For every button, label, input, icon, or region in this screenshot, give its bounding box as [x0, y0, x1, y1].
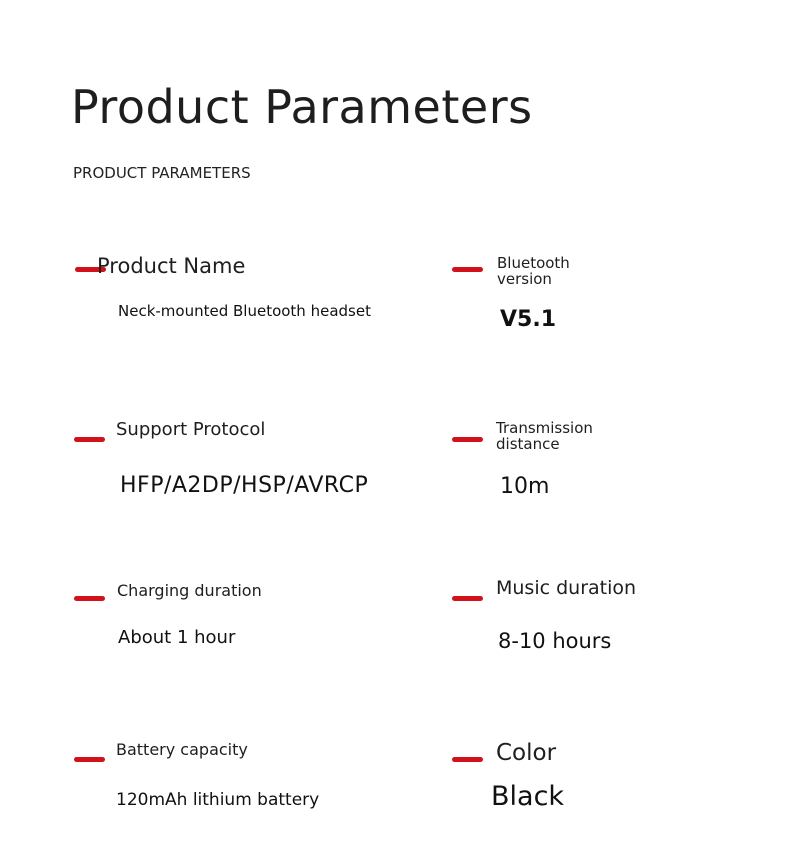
param-value: 10m — [500, 474, 550, 499]
param-label: Support Protocol — [116, 419, 266, 440]
red-dash-marker — [452, 267, 483, 272]
red-dash-marker — [74, 757, 105, 762]
page-title: Product Parameters — [71, 80, 533, 134]
param-value: HFP/A2DP/HSP/AVRCP — [120, 473, 369, 498]
param-value: Neck-mounted Bluetooth headset — [118, 302, 371, 320]
param-label: Product Name — [97, 254, 246, 278]
param-label: Transmission distance — [496, 419, 593, 453]
param-label: Battery capacity — [116, 740, 248, 759]
red-dash-marker — [452, 757, 483, 762]
param-label: Music duration — [496, 577, 637, 599]
param-label: Bluetooth version — [497, 254, 570, 288]
red-dash-marker — [452, 437, 483, 442]
param-value: 120mAh lithium battery — [116, 790, 320, 810]
param-value: About 1 hour — [118, 627, 236, 648]
param-value: 8-10 hours — [498, 629, 612, 653]
red-dash-marker — [74, 596, 105, 601]
param-label: Charging duration — [117, 581, 262, 600]
red-dash-marker — [452, 596, 483, 601]
red-dash-marker — [74, 437, 105, 442]
param-label: Color — [496, 740, 557, 766]
page-subtitle: PRODUCT PARAMETERS — [73, 164, 251, 182]
param-value: Black — [491, 781, 565, 812]
param-value: V5.1 — [500, 307, 556, 332]
